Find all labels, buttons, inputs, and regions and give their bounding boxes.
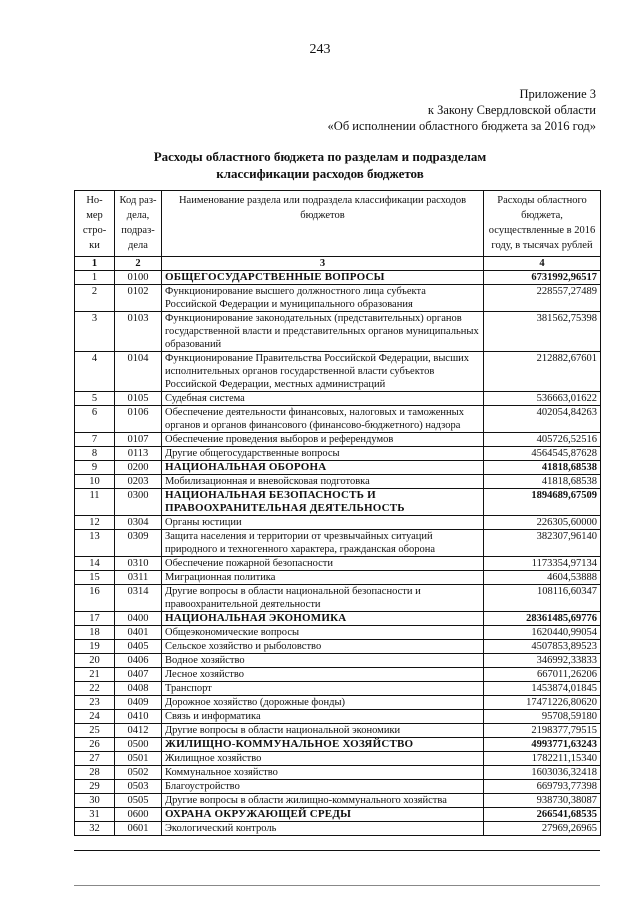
expense-value: 1894689,67509: [484, 489, 601, 516]
table-row: [75, 668, 601, 682]
section-code: 0304: [115, 516, 162, 530]
section-name: Другие вопросы в области национальной экономики: [162, 724, 484, 738]
expense-value: 1173354,97134: [484, 557, 601, 571]
row-number: 32: [75, 822, 115, 836]
header-value: Расходы областного бюджета, осуществленные в 2016 году, в тысячах рублей: [484, 191, 601, 257]
table-row: [75, 392, 601, 406]
row-number: 19: [75, 640, 115, 654]
row-number: 22: [75, 682, 115, 696]
appendix-note: [328, 86, 596, 134]
column-number-row: [75, 257, 601, 271]
table-row: [75, 780, 601, 794]
bottom-rule: [74, 850, 600, 851]
expense-value: 108116,60347: [484, 585, 601, 612]
section-code: 0107: [115, 433, 162, 447]
column-number: 2: [115, 257, 162, 271]
section-code: 0310: [115, 557, 162, 571]
table-row: [75, 654, 601, 668]
expense-value: 41818,68538: [484, 461, 601, 475]
row-number: 11: [75, 489, 115, 516]
section-code: 0501: [115, 752, 162, 766]
header-code: Код раз- дела, подраз- дела: [115, 191, 162, 257]
row-number: 30: [75, 794, 115, 808]
row-number: 20: [75, 654, 115, 668]
section-code: 0105: [115, 392, 162, 406]
section-name: Другие общегосударственные вопросы: [162, 447, 484, 461]
table-row: [75, 447, 601, 461]
table-row: [75, 724, 601, 738]
section-code: 0503: [115, 780, 162, 794]
expense-value: 266541,68535: [484, 808, 601, 822]
column-number: 1: [75, 257, 115, 271]
table-row: [75, 710, 601, 724]
expense-value: 4507853,89523: [484, 640, 601, 654]
section-name: Лесное хозяйство: [162, 668, 484, 682]
section-code: 0500: [115, 738, 162, 752]
expense-value: 402054,84263: [484, 406, 601, 433]
section-name: Обеспечение деятельности финансовых, налоговых и таможенных органов и органов финансового (финансово-бюджетного) надзора: [162, 406, 484, 433]
section-code: 0200: [115, 461, 162, 475]
section-code: 0405: [115, 640, 162, 654]
row-number: 9: [75, 461, 115, 475]
section-name: Мобилизационная и вневойсковая подготовка: [162, 475, 484, 489]
page-edge: [74, 885, 600, 886]
row-number: 29: [75, 780, 115, 794]
row-number: 28: [75, 766, 115, 780]
section-name: Функционирование высшего должностного лица субъекта Российской Федерации и муниципального образования: [162, 285, 484, 312]
table-row: [75, 557, 601, 571]
header-row-number: Но- мер стро- ки: [75, 191, 115, 257]
row-number: 14: [75, 557, 115, 571]
section-name: Миграционная политика: [162, 571, 484, 585]
section-name: Дорожное хозяйство (дорожные фонды): [162, 696, 484, 710]
table-row: [75, 738, 601, 752]
section-code: 0104: [115, 352, 162, 392]
section-name: Функционирование Правительства Российской Федерации, высших исполнительных органов государственной власти субъектов Российской Федерации, местных администраций: [162, 352, 484, 392]
section-code: 0407: [115, 668, 162, 682]
row-number: 13: [75, 530, 115, 557]
section-code: 0300: [115, 489, 162, 516]
table-row: [75, 640, 601, 654]
section-code: 0408: [115, 682, 162, 696]
section-code: 0601: [115, 822, 162, 836]
table-row: [75, 585, 601, 612]
section-name: НАЦИОНАЛЬНАЯ ЭКОНОМИКА: [162, 612, 484, 626]
expense-value: 4564545,87628: [484, 447, 601, 461]
section-name: Защита населения и территории от чрезвычайных ситуаций природного и техногенного характера, гражданская оборона: [162, 530, 484, 557]
table-row: [75, 696, 601, 710]
row-number: 1: [75, 271, 115, 285]
row-number: 26: [75, 738, 115, 752]
section-name: Экологический контроль: [162, 822, 484, 836]
row-number: 31: [75, 808, 115, 822]
expense-value: 95708,59180: [484, 710, 601, 724]
section-name: Связь и информатика: [162, 710, 484, 724]
table-row: [75, 406, 601, 433]
expense-value: 41818,68538: [484, 475, 601, 489]
row-number: 25: [75, 724, 115, 738]
section-code: 0502: [115, 766, 162, 780]
expense-value: 6731992,96517: [484, 271, 601, 285]
table-header-row: [75, 191, 601, 257]
title-line-1: Расходы областного бюджета по разделам и подразделам: [153, 149, 487, 164]
section-code: 0102: [115, 285, 162, 312]
expense-value: 1782211,15340: [484, 752, 601, 766]
expense-value: 938730,38087: [484, 794, 601, 808]
section-code: 0309: [115, 530, 162, 557]
appendix-line-1: Приложение 3: [519, 87, 596, 101]
expense-value: 1453874,01845: [484, 682, 601, 696]
page-number: 243: [309, 42, 331, 57]
column-number: 3: [162, 257, 484, 271]
table-row: [75, 271, 601, 285]
section-name: Транспорт: [162, 682, 484, 696]
row-number: 3: [75, 312, 115, 352]
row-number: 10: [75, 475, 115, 489]
section-code: 0103: [115, 312, 162, 352]
row-number: 6: [75, 406, 115, 433]
section-code: 0406: [115, 654, 162, 668]
row-number: 5: [75, 392, 115, 406]
section-code: 0409: [115, 696, 162, 710]
expense-value: 667011,26206: [484, 668, 601, 682]
row-number: 15: [75, 571, 115, 585]
section-name: Обеспечение пожарной безопасности: [162, 557, 484, 571]
table-row: [75, 285, 601, 312]
section-name: Органы юстиции: [162, 516, 484, 530]
expense-value: 4993771,63243: [484, 738, 601, 752]
expense-value: 405726,52516: [484, 433, 601, 447]
row-number: 16: [75, 585, 115, 612]
section-code: 0203: [115, 475, 162, 489]
section-name: Другие вопросы в области национальной безопасности и правоохранительной деятельности: [162, 585, 484, 612]
expense-value: 4604,53888: [484, 571, 601, 585]
table-row: [75, 571, 601, 585]
row-number: 12: [75, 516, 115, 530]
section-code: 0106: [115, 406, 162, 433]
expense-value: 28361485,69776: [484, 612, 601, 626]
row-number: 2: [75, 285, 115, 312]
row-number: 27: [75, 752, 115, 766]
section-name: Сельское хозяйство и рыболовство: [162, 640, 484, 654]
row-number: 17: [75, 612, 115, 626]
row-number: 24: [75, 710, 115, 724]
expense-value: 212882,67601: [484, 352, 601, 392]
table-row: [75, 352, 601, 392]
section-name: Другие вопросы в области жилищно-коммунального хозяйства: [162, 794, 484, 808]
section-code: 0505: [115, 794, 162, 808]
table-row: [75, 822, 601, 836]
section-code: 0412: [115, 724, 162, 738]
section-code: 0410: [115, 710, 162, 724]
expense-value: 228557,27489: [484, 285, 601, 312]
row-number: 18: [75, 626, 115, 640]
table-row: [75, 752, 601, 766]
section-name: ОХРАНА ОКРУЖАЮЩЕЙ СРЕДЫ: [162, 808, 484, 822]
section-name: Судебная система: [162, 392, 484, 406]
section-code: 0600: [115, 808, 162, 822]
table-row: [75, 516, 601, 530]
section-name: НАЦИОНАЛЬНАЯ ОБОРОНА: [162, 461, 484, 475]
expense-value: 1620440,99054: [484, 626, 601, 640]
table-row: [75, 612, 601, 626]
expense-value: 346992,33833: [484, 654, 601, 668]
column-number: 4: [484, 257, 601, 271]
section-code: 0311: [115, 571, 162, 585]
expense-value: 1603036,32418: [484, 766, 601, 780]
table-body: [75, 271, 601, 836]
section-name: Жилищное хозяйство: [162, 752, 484, 766]
row-number: 21: [75, 668, 115, 682]
section-name: Водное хозяйство: [162, 654, 484, 668]
section-code: 0314: [115, 585, 162, 612]
section-name: ЖИЛИЩНО-КОММУНАЛЬНОЕ ХОЗЯЙСТВО: [162, 738, 484, 752]
section-name: Общеэкономические вопросы: [162, 626, 484, 640]
section-name: Коммунальное хозяйство: [162, 766, 484, 780]
document-title: [0, 148, 640, 182]
section-code: 0100: [115, 271, 162, 285]
table-row: [75, 461, 601, 475]
section-name: Благоустройство: [162, 780, 484, 794]
table-row: [75, 433, 601, 447]
table-row: [75, 489, 601, 516]
title-line-2: классификации расходов бюджетов: [216, 166, 424, 181]
expense-value: 2198377,79515: [484, 724, 601, 738]
table-row: [75, 530, 601, 557]
section-name: Функционирование законодательных (представительных) органов государственной власти и представительных органов муниципальных образований: [162, 312, 484, 352]
expense-value: 17471226,80620: [484, 696, 601, 710]
expense-value: 382307,96140: [484, 530, 601, 557]
table-row: [75, 808, 601, 822]
appendix-line-2: к Закону Свердловской области: [427, 103, 596, 117]
section-code: 0113: [115, 447, 162, 461]
appendix-line-3: «Об исполнении областного бюджета за 2016 год»: [327, 119, 596, 133]
table-row: [75, 312, 601, 352]
section-name: ОБЩЕГОСУДАРСТВЕННЫЕ ВОПРОСЫ: [162, 271, 484, 285]
table-row: [75, 475, 601, 489]
section-name: НАЦИОНАЛЬНАЯ БЕЗОПАСНОСТЬ И ПРАВООХРАНИТЕЛЬНАЯ ДЕЯТЕЛЬНОСТЬ: [162, 489, 484, 516]
expense-value: 226305,60000: [484, 516, 601, 530]
row-number: 23: [75, 696, 115, 710]
expense-value: 27969,26965: [484, 822, 601, 836]
row-number: 8: [75, 447, 115, 461]
section-code: 0400: [115, 612, 162, 626]
section-name: Обеспечение проведения выборов и референдумов: [162, 433, 484, 447]
table-row: [75, 626, 601, 640]
header-name: Наименование раздела или подраздела классификации расходов бюджетов: [162, 191, 484, 257]
row-number: 4: [75, 352, 115, 392]
expense-value: 381562,75398: [484, 312, 601, 352]
table-row: [75, 682, 601, 696]
expense-value: 669793,77398: [484, 780, 601, 794]
section-code: 0401: [115, 626, 162, 640]
expense-value: 536663,01622: [484, 392, 601, 406]
row-number: 7: [75, 433, 115, 447]
table-row: [75, 794, 601, 808]
budget-table: [74, 190, 601, 836]
table-row: [75, 766, 601, 780]
